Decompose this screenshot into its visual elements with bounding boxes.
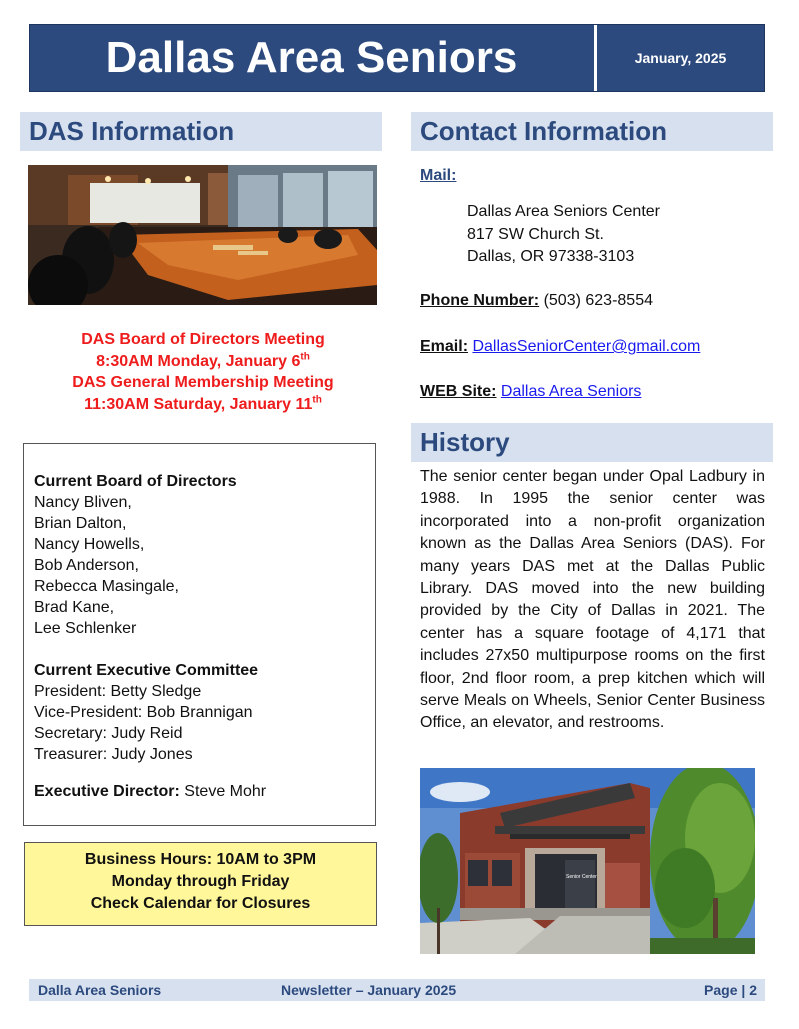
board-heading: Current Board of Directors	[34, 473, 237, 490]
board-directory-box	[23, 443, 376, 826]
board-member: Nancy Bliven,	[34, 494, 132, 511]
mailing-address	[467, 201, 660, 269]
phone-number: (503) 623-8554	[543, 292, 653, 309]
senior-center-building-photo	[420, 768, 755, 954]
masthead-banner	[29, 24, 765, 92]
boardroom-photo	[28, 165, 377, 305]
membership-meeting-time: 11:30AM Saturday, January 11th	[84, 394, 322, 413]
email-row	[420, 337, 700, 357]
building-sign-text: Senior Center	[566, 874, 597, 880]
footer-page-number: Page | 2	[704, 982, 757, 998]
committee-member: Secretary: Judy Reid	[34, 725, 183, 742]
board-member: Lee Schlenker	[34, 620, 137, 637]
executive-director: Executive Director: Steve Mohr	[34, 783, 267, 800]
board-member: Rebecca Masingale,	[34, 578, 179, 595]
address-line: Dallas, OR 97338-3103	[467, 248, 635, 265]
website-row	[420, 382, 641, 402]
committee-member: President: Betty Sledge	[34, 683, 202, 700]
meeting-schedule	[28, 329, 378, 415]
phone-label: Phone Number:	[420, 292, 540, 309]
address-line: 817 SW Church St.	[467, 225, 604, 243]
membership-meeting-title: DAS General Membership Meeting	[72, 374, 334, 391]
committee-member: Vice-President: Bob Brannigan	[34, 704, 253, 721]
website-label: WEB Site:	[420, 383, 497, 400]
business-days: Monday through Friday	[111, 873, 290, 890]
address-line: Dallas Area Seniors Center	[467, 203, 660, 220]
das-information-heading: DAS Information	[20, 112, 382, 151]
mail-label: Mail:	[420, 167, 457, 184]
committee-member: Treasurer: Judy Jones	[34, 746, 193, 763]
history-text: The senior center began under Opal Ladbury in 1988. In 1995 the senior center was incorporated into a non-profit organization known as the Dallas Area Seniors (DAS). For many years DAS met at the Dallas Public Library. DAS moved into the new building provided by the City of Dallas in 2021. The center has a square footage of 4,171 that includes 27x50 multipurpose rooms on the first floor, 2nd floor room, a prep kitchen which will serve Meals on Wheels, Senior Center Business Office, an elevator, and restrooms.	[420, 468, 765, 732]
business-hours: Business Hours: 10AM to 3PM	[84, 851, 317, 868]
board-member: Nancy Howells,	[34, 536, 145, 553]
board-member: Bob Anderson,	[34, 557, 139, 574]
newsletter-title: Dallas Area Seniors	[105, 33, 518, 82]
page-footer	[29, 979, 765, 1001]
contact-information-heading: Contact Information	[411, 112, 773, 151]
board-meeting-time: 8:30AM Monday, January 6th	[96, 351, 310, 370]
phone-row	[420, 291, 653, 311]
board-meeting-title: DAS Board of Directors Meeting	[81, 331, 325, 348]
issue-date: January, 2025	[634, 50, 727, 66]
history-heading: History	[411, 423, 773, 462]
website-link[interactable]: Dallas Area Seniors	[500, 383, 642, 400]
footer-organization: Dalla Area Seniors	[38, 982, 162, 998]
email-link[interactable]: DallasSeniorCenter@gmail.com	[472, 338, 701, 355]
closures-note: Check Calendar for Closures	[90, 895, 311, 912]
footer-newsletter-issue: Newsletter – January 2025	[281, 982, 457, 998]
board-member: Brian Dalton,	[34, 515, 127, 532]
business-hours-box	[24, 842, 377, 926]
email-label: Email:	[420, 338, 469, 355]
executive-committee-heading: Current Executive Committee	[34, 662, 259, 679]
board-member: Brad Kane,	[34, 599, 115, 616]
